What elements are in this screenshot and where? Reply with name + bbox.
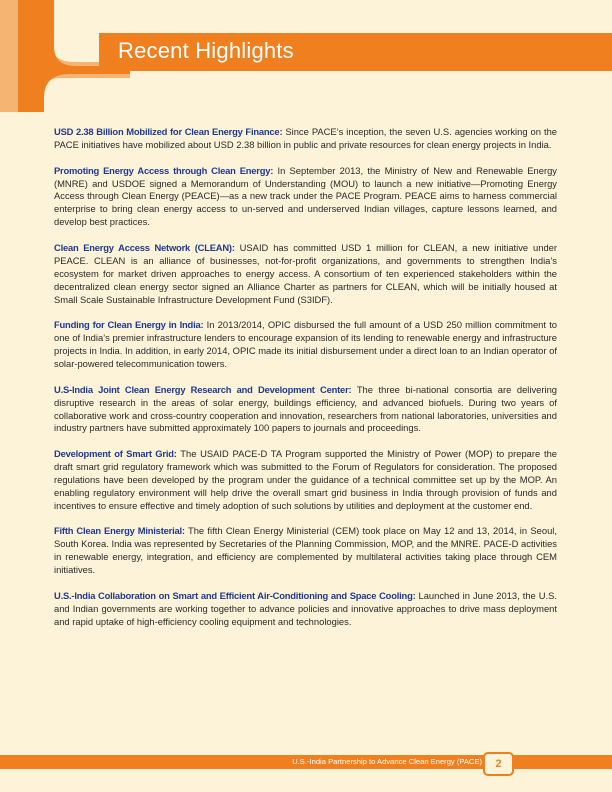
highlight-paragraph: [54, 242, 557, 307]
highlight-paragraph: [54, 126, 557, 152]
highlight-body: The fifth Clean Energy Ministerial (CEM) took place on May 12 and 13, 2014, in Seoul, South Korea. India was represented by Secretaries of the Planning Commission, MOP, and the MNRE. PACE-D activities in renewable energy, integration, and efficiency are complemented by multilateral activities taking place through CEM initiatives.: [54, 525, 557, 576]
highlight-paragraph: [54, 165, 557, 230]
highlight-body: The USAID PACE-D TA Program supported the Ministry of Power (MOP) to prepare the draft smart grid regulatory framework which was submitted to the Forum of Regulators for consideration. The proposed regulations have been developed by the program under the guidance of a technical committee set up by the MOP. An enabling regulatory environment will help drive the overall smart grid business in India through provision of funds and incentives to ensure effective and timely adoption of such solutions by utilities and deployment at the customer end.: [54, 448, 557, 511]
highlight-heading: U.S.-India Collaboration on Smart and Efficient Air-Conditioning and Space Cooling:: [54, 589, 416, 601]
highlight-paragraph: [54, 525, 557, 577]
highlight-heading: Development of Smart Grid:: [54, 448, 177, 460]
highlight-body: In September 2013, the Ministry of New and Renewable Energy (MNRE) and USDOE signed a Memorandum of Understanding (MOU) to launch a new initiative—Promoting Energy Access through Clean Energy (PEACE)—as a new track under the PACE Program. PEACE aims to harness commercial enterprise to bring clean energy access to un-served and underserved Indian villages, capture lessons learned, and develop best practices.: [54, 164, 557, 228]
highlight-heading: U.S-India Joint Clean Energy Research and Development Center:: [54, 383, 352, 395]
highlight-paragraph: [54, 319, 557, 371]
highlight-paragraph: [54, 590, 557, 629]
highlight-heading: USD 2.38 Billion Mobilized for Clean Energy Finance:: [54, 126, 283, 137]
highlight-heading: Promoting Energy Access through Clean Energy:: [54, 164, 274, 176]
highlight-body: The three bi-national consortia are delivering disruptive research in the areas of solar energy, buildings efficiency, and advanced biofuels. During two years of collaborative work and cross-country cooperation and innovation, researchers from national laboratories, universities and industry partners have submitted approximately 100 papers to journals and proceedings.: [54, 383, 557, 434]
highlight-heading: Clean Energy Access Network (CLEAN):: [54, 241, 235, 253]
highlight-body: USAID has committed USD 1 million for CLEAN, a new initiative under PEACE. CLEAN is an alliance of businesses, not-for-profit organizations, and governments to strengthen India’s ecosystem for market driven approaches to energy access. A consortium of ten experienced stakeholders within the decentralized clean energy sector signed an Alliance Charter as partners for CLEAN, which will be initially housed at Small Scale Sustainable Infrastructure Development Fund (S3IDF).: [54, 241, 558, 305]
page-number: 2: [483, 752, 514, 776]
highlight-body: Since PACE’s inception, the seven U.S. agencies working on the PACE initiatives have mobilized about USD 2.38 billion in public and private resources for clean energy projects in India.: [54, 126, 558, 150]
highlight-heading: Fifth Clean Energy Ministerial:: [54, 525, 185, 537]
highlight-heading: Funding for Clean Energy in India:: [54, 319, 204, 331]
highlight-paragraph: [54, 448, 557, 513]
page-title: Recent Highlights: [118, 38, 294, 63]
highlight-paragraph: [54, 384, 557, 436]
highlight-body: In 2013/2014, OPIC disbursed the full amount of a USD 250 million commitment to one of India’s premier infrastructure lenders to encourage expansion of its lending to renewable energy and infrastructure projects in India. In addition, in early 2014, OPIC made its initial disbursement under a direct loan to an Indian operator of solar-powered telecommunication towers.: [54, 319, 558, 369]
highlight-body: Launched in June 2013, the U.S. and Indian governments are working together to advance policies and innovative approaches to drive mass deployment and rapid uptake of high-efficiency cooling equipment and technologies.: [54, 589, 557, 627]
footer-text: U.S.-India Partnership to Advance Clean Energy (PACE): [292, 757, 482, 766]
highlights-list: [54, 126, 557, 641]
